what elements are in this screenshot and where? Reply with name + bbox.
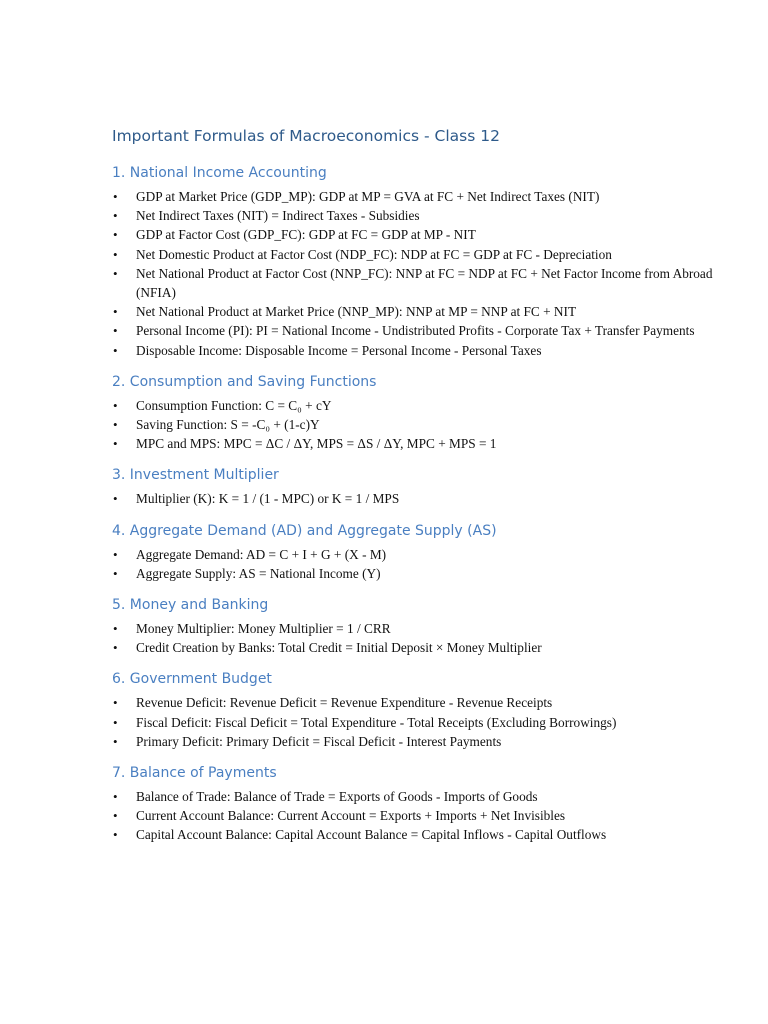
list-item — [112, 806, 732, 825]
list-item — [112, 225, 732, 244]
section — [112, 162, 732, 360]
list-item — [112, 787, 732, 806]
formula-text: Net Indirect Taxes (NIT) = Indirect Taxes - Subsidies — [136, 208, 420, 224]
section-heading: 3. Investment Multiplier — [112, 467, 279, 484]
list-item — [112, 713, 732, 732]
bullet-icon: • — [113, 189, 118, 204]
document-title: Important Formulas of Macroeconomics - Class 12 — [112, 127, 500, 145]
formula-text: GDP at Market Price (GDP_MP): GDP at MP = GVA at FC + Net Indirect Taxes (NIT) — [136, 189, 600, 204]
bullet-icon: • — [113, 621, 118, 637]
bullet-icon: • — [113, 827, 118, 843]
formula-text: Fiscal Deficit: Fiscal Deficit = Total Expenditure - Total Receipts (Excluding Borrowings) — [136, 714, 617, 730]
list-item — [112, 619, 732, 638]
list-item — [112, 825, 732, 844]
list-item — [112, 693, 732, 712]
list-item — [112, 245, 732, 264]
formula-text: Saving Function: S = -C₀ + (1-c)Y — [136, 417, 320, 433]
formula-text: Consumption Function: C = C₀ + cY — [136, 397, 332, 413]
formula-text: Aggregate Supply: AS = National Income (Y) — [136, 565, 381, 581]
list-item — [112, 732, 732, 751]
section-heading: 7. Balance of Payments — [112, 765, 277, 782]
section-heading: 5. Money and Banking — [112, 597, 269, 614]
document-page — [112, 124, 732, 856]
bullet-icon: • — [113, 265, 118, 281]
bullet-icon: • — [113, 789, 118, 805]
formula-text: GDP at Factor Cost (GDP_FC): GDP at FC = GDP at MP - NIT — [136, 227, 476, 243]
section-heading: 6. Government Budget — [112, 671, 272, 688]
list-item — [112, 302, 732, 321]
section-heading: 4. Aggregate Demand (AD) and Aggregate Supply (AS) — [112, 522, 497, 539]
formula-text: MPC and MPS: MPC = ΔC / ΔY, MPS = ΔS / ΔY, MPC + MPS = 1 — [136, 436, 497, 452]
list-item — [112, 415, 732, 434]
formula-text: Net Domestic Product at Factor Cost (NDP_FC): NDP at FC = GDP at FC - Depreciation — [136, 246, 612, 262]
bullet-icon: • — [113, 397, 118, 413]
bullet-icon: • — [113, 491, 118, 507]
bullet-icon: • — [113, 695, 118, 711]
formula-text: Balance of Trade: Balance of Trade = Exports of Goods - Imports of Goods — [136, 789, 538, 805]
bullet-icon: • — [113, 227, 118, 243]
list-item — [112, 396, 732, 415]
formula-text: Current Account Balance: Current Account = Exports + Imports + Net Invisibles — [136, 808, 566, 824]
list-item — [112, 545, 732, 564]
formula-text: Net National Product at Factor Cost (NNP_FC): NNP at FC = NDP at FC + Net Factor Income from Abroad (NFIA) — [136, 265, 713, 301]
bullet-icon: • — [113, 342, 118, 358]
bullet-icon: • — [113, 304, 118, 320]
list-item — [112, 264, 732, 302]
section — [112, 668, 732, 751]
list-item — [112, 564, 732, 583]
bullet-icon: • — [113, 323, 118, 339]
section-heading: 2. Consumption and Saving Functions — [112, 373, 377, 390]
bullet-icon: • — [113, 417, 118, 433]
bullet-icon: • — [113, 246, 118, 262]
section — [112, 594, 732, 657]
bullet-icon: • — [113, 733, 118, 749]
bullet-icon: • — [113, 565, 118, 581]
list-item — [112, 321, 732, 340]
bullet-icon: • — [113, 808, 118, 824]
formula-list — [112, 489, 732, 508]
list-item — [112, 638, 732, 657]
bullet-icon: • — [113, 208, 118, 224]
formula-list — [112, 787, 732, 845]
formula-text: Money Multiplier: Money Multiplier = 1 / CRR — [136, 621, 391, 637]
formula-list — [112, 396, 732, 454]
section — [112, 371, 732, 454]
formula-text: Multiplier (K): K = 1 / (1 - MPC) or K = 1 / MPS — [136, 491, 400, 507]
list-item — [112, 187, 732, 206]
formula-list — [112, 693, 732, 751]
bullet-icon: • — [113, 436, 118, 452]
section — [112, 520, 732, 583]
formula-list — [112, 619, 732, 657]
section — [112, 762, 732, 845]
formula-text: Credit Creation by Banks: Total Credit = Initial Deposit × Money Multiplier — [136, 640, 542, 656]
bullet-icon: • — [113, 640, 118, 656]
formula-text: Primary Deficit: Primary Deficit = Fiscal Deficit - Interest Payments — [136, 733, 502, 749]
formula-list — [112, 187, 732, 360]
bullet-icon: • — [113, 714, 118, 730]
section-heading: 1. National Income Accounting — [112, 165, 327, 181]
formula-text: Aggregate Demand: AD = C + I + G + (X - M) — [136, 546, 387, 562]
formula-text: Capital Account Balance: Capital Account Balance = Capital Inflows - Capital Outflows — [136, 827, 607, 843]
formula-text: Revenue Deficit: Revenue Deficit = Revenue Expenditure - Revenue Receipts — [136, 695, 553, 711]
section — [112, 464, 732, 508]
bullet-icon: • — [113, 546, 118, 562]
list-item — [112, 206, 732, 225]
list-item — [112, 341, 732, 360]
formula-list — [112, 545, 732, 583]
list-item — [112, 489, 732, 508]
sections-container — [112, 162, 732, 845]
formula-text: Net National Product at Market Price (NNP_MP): NNP at MP = NNP at FC + NIT — [136, 304, 577, 320]
formula-text: Disposable Income: Disposable Income = Personal Income - Personal Taxes — [136, 342, 542, 358]
formula-text: Personal Income (PI): PI = National Income - Undistributed Profits - Corporate Tax + Transfer Payments — [136, 323, 695, 339]
list-item — [112, 434, 732, 453]
